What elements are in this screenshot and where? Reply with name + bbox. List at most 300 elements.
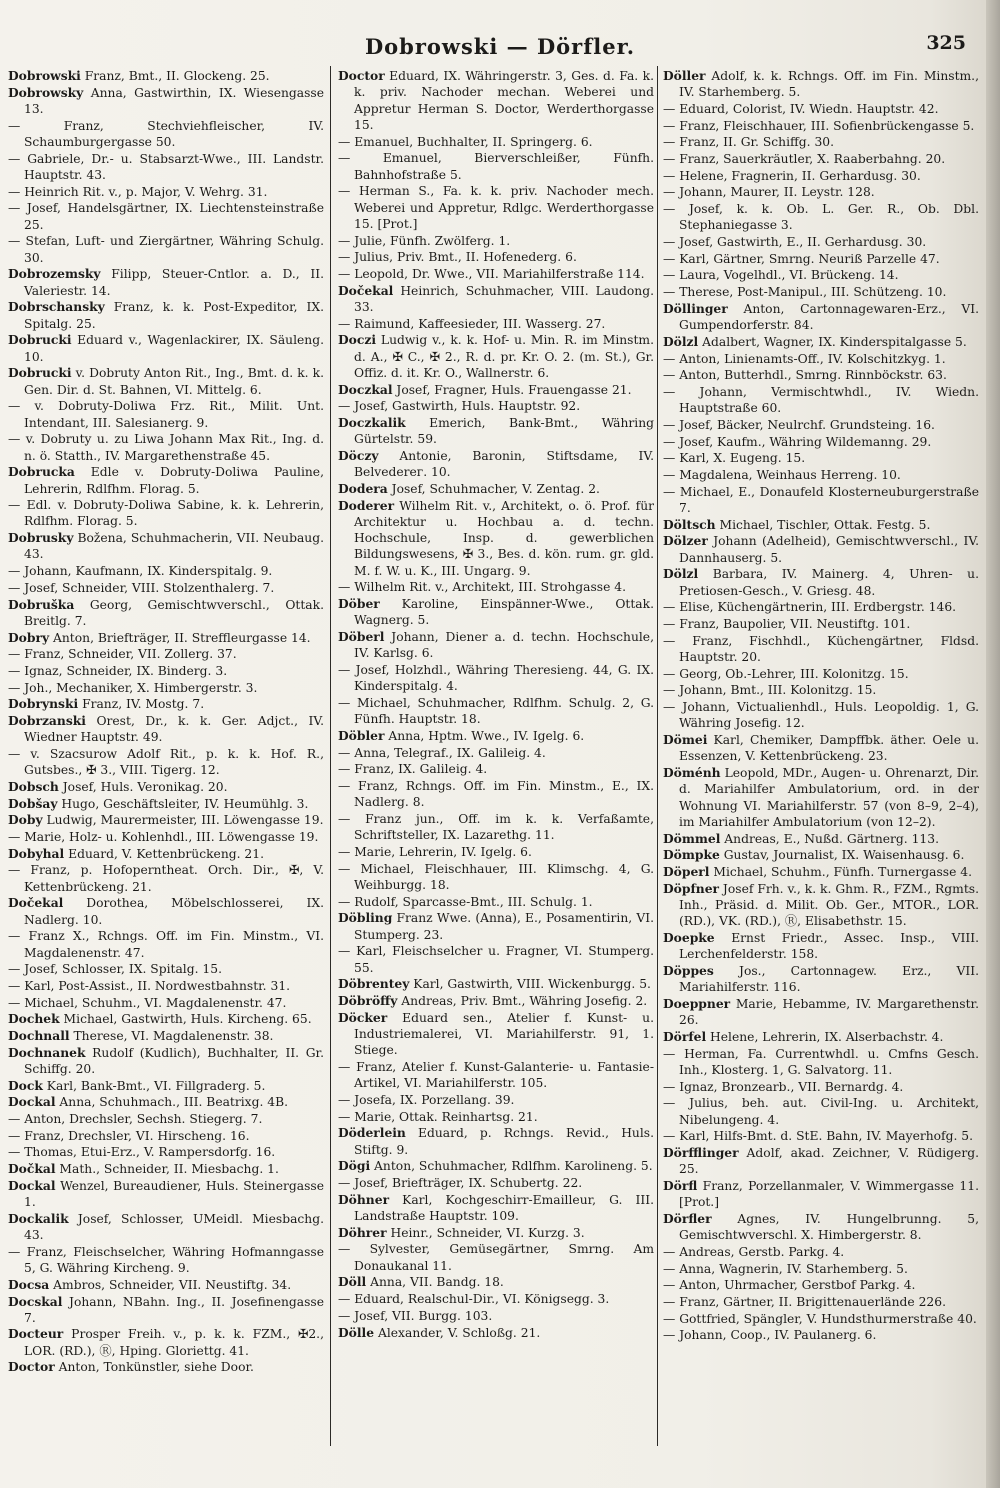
directory-entry xyxy=(338,745,654,761)
entry-details: — Magdalena, Weinhaus Herreng. 10. xyxy=(663,467,901,482)
entry-details: — Karl, Post-Assist., II. Nordwestbahnstr. 31. xyxy=(8,979,291,993)
page-number: 325 xyxy=(926,32,966,54)
directory-entry xyxy=(8,431,324,464)
entry-details: Adalbert, Wagner, IX. Kinderspitalgasse 5. xyxy=(698,334,967,349)
entry-surname: Doczkal xyxy=(338,381,393,397)
directory-entry xyxy=(8,928,324,961)
entry-details: — Johann, Vermischtwhdl., IV. Wiedn. Hauptstraße 60. xyxy=(663,384,979,416)
entry-surname: Dobrucka xyxy=(8,464,75,480)
directory-entry xyxy=(8,796,324,812)
entry-details: — v. Szacsurow Adolf Rit., p. k. k. Hof. R., Gutsbes., ✠ 3., VIII. Tigerg. 12. xyxy=(8,746,324,778)
directory-entry xyxy=(663,633,979,666)
entry-surname: Dobrschansky xyxy=(8,299,105,315)
directory-entry xyxy=(8,995,324,1011)
directory-entry xyxy=(8,464,324,497)
directory-entry xyxy=(8,646,324,662)
directory-entry xyxy=(8,829,324,845)
entry-details: Andreas, Priv. Bmt., Währing Josefig. 2. xyxy=(397,994,648,1009)
entry-surname: Docteur xyxy=(8,1326,64,1342)
entry-surname: Dörfflinger xyxy=(663,1144,739,1160)
entry-details: — Franz, II. Gr. Schiffg. 30. xyxy=(663,135,835,150)
directory-entry xyxy=(8,978,324,994)
entry-details: — Franz, Gärtner, II. Brigittenauerlände 226. xyxy=(663,1294,946,1309)
entry-details: — Anna, Telegraf., IX. Galileig. 4. xyxy=(338,745,546,760)
entry-details: — Thomas, Etui-Erz., V. Rampersdorfg. 16. xyxy=(8,1145,276,1160)
entry-surname: Dockal xyxy=(8,1177,56,1193)
directory-entry xyxy=(338,415,654,448)
entry-details: Eduard, V. Kettenbrückeng. 21. xyxy=(64,846,264,861)
directory-entry xyxy=(663,1095,979,1128)
entry-details: — Franz, IX. Galileig. 4. xyxy=(338,762,488,777)
entry-details: — Karl, Fleischselcher u. Fragner, VI. Stumperg. 55. xyxy=(338,944,654,975)
entry-details: — Marie, Ottak. Reinhartsg. 21. xyxy=(338,1109,538,1124)
entry-details: — Julius, beh. aut. Civil-Ing. u. Architekt, Nibelungeng. 4. xyxy=(663,1096,979,1127)
directory-entry xyxy=(663,1178,979,1211)
directory-entry xyxy=(338,1059,654,1092)
entry-details: Gustav, Journalist, IX. Waisenhausg. 6. xyxy=(719,848,965,863)
directory-entry xyxy=(663,963,979,996)
entry-details: Anna, Hptm. Wwe., IV. Igelg. 6. xyxy=(384,729,585,744)
directory-entry xyxy=(663,1277,979,1293)
entry-details: — Stefan, Luft- und Ziergärtner, Währing Schulg. 30. xyxy=(8,234,324,265)
entry-details: Orest, Dr., k. k. Ger. Adjct., IV. Wiedner Hauptstr. 49. xyxy=(24,713,324,745)
entry-details: Helene, Lehrerin, IX. Alserbachstr. 4. xyxy=(706,1029,944,1044)
entry-details: — Julie, Fünfh. Zwölferg. 1. xyxy=(338,233,511,248)
column-divider xyxy=(330,66,331,1446)
directory-entry xyxy=(8,497,324,530)
entry-details: Josef, Schlosser, UMeidl. Miesbachg. 43. xyxy=(24,1211,324,1243)
directory-entry xyxy=(663,1046,979,1079)
entry-details: — Anna, Wagnerin, IV. Starhemberg. 5. xyxy=(663,1261,908,1276)
directory-entry xyxy=(8,630,324,646)
directory-entry xyxy=(663,251,979,267)
directory-entry xyxy=(663,101,979,117)
directory-entry xyxy=(338,728,654,744)
entry-details: — Josef, VII. Burgg. 103. xyxy=(338,1308,493,1323)
directory-entry xyxy=(663,201,979,234)
entry-details: Johann, Diener a. d. techn. Hochschule, IV. Karlsg. 6. xyxy=(354,630,654,661)
entry-details: Jos., Cartonnagew. Erz., VII. Mariahilferstr. 116. xyxy=(679,963,979,995)
entry-details: — Johann, Maurer, II. Leystr. 128. xyxy=(663,185,875,200)
directory-entry xyxy=(663,267,979,283)
entry-surname: Doctor xyxy=(8,1359,55,1375)
directory-entry xyxy=(663,1311,979,1327)
directory-entry xyxy=(8,233,324,266)
directory-entry xyxy=(8,862,324,895)
entry-details: — Laura, Vogelhdl., VI. Brückeng. 14. xyxy=(663,268,899,283)
entry-details: — Edl. v. Dobruty-Doliwa Sabine, k. k. Lehrerin, Rdlfhm. Florag. 5. xyxy=(8,498,324,529)
entry-details: — Johann, Kaufmann, IX. Kinderspitalg. 9. xyxy=(8,564,273,579)
directory-entry xyxy=(338,993,654,1009)
entry-surname: Döménh xyxy=(663,764,721,780)
entry-details: Johann (Adelheid), Gemischtwverschl., IV. Dannhauserg. 5. xyxy=(679,534,979,565)
entry-surname: Dörfler xyxy=(663,1210,712,1226)
directory-entry xyxy=(8,1045,324,1078)
entry-surname: Dölzer xyxy=(663,533,708,549)
directory-entry xyxy=(8,118,324,151)
entry-details: Wilhelm Rit. v., Architekt, o. ö. Prof. für Architektur u. Hochbau a. d. techn. Hochschule, Insp. d. gewerblichen Bildungswesens, ✠ 3., Bes. d. kön. rum. gr. gld. M. f. W. u. K., III. Ungarg. 9. xyxy=(354,498,654,578)
entry-details: Anton, Schuhmacher, Rdlfhm. Karolineng. 5. xyxy=(370,1159,653,1174)
entry-details: — Gottfried, Spängler, V. Hundsthurmerstraße 40. xyxy=(663,1311,977,1326)
entry-details: Anton, Cartonnagewaren-Erz., VI. Gumpendorferstr. 84. xyxy=(679,301,979,333)
directory-entry xyxy=(663,881,979,930)
entry-details: Leopold, MDr., Augen- u. Ohrenarzt, Dir. d. Mariahilfer Ambulatorium, ord. in der Wohnung VI. Mariahilferstr. 57 (von 8–9, 2–4), im Mariahilfer Ambulatorium (von 12–2). xyxy=(679,765,979,829)
entry-details: Eduard sen., Atelier f. Kunst- u. Industriemalerei, VI. Mariahilferstr. 91, 1. Stiege. xyxy=(354,1010,654,1058)
directory-entry xyxy=(663,864,979,880)
directory-entry xyxy=(338,761,654,777)
entry-details: Karl, Gastwirth, VIII. Wickenburgg. 5. xyxy=(409,977,651,992)
directory-entry xyxy=(338,1241,654,1274)
directory-entry xyxy=(8,398,324,431)
directory-entry xyxy=(338,283,654,316)
entry-details: — Franz, Fleischhauer, III. Sofienbrückengasse 5. xyxy=(663,118,975,133)
directory-entry xyxy=(8,1294,324,1327)
entry-details: Karl, Chemiker, Dampffbk. äther. Oele u. Essenzen, V. Kettenbrückeng. 23. xyxy=(679,732,979,764)
entry-surname: Dobrucki xyxy=(8,365,72,381)
entry-surname: Dobrucki xyxy=(8,332,72,348)
entry-details: Marie, Hebamme, IV. Margarethenstr. 26. xyxy=(679,996,979,1028)
entry-details: — Anton, Linienamts-Off., IV. Kolschitzkyg. 1. xyxy=(663,351,946,366)
directory-entry xyxy=(663,467,979,483)
entry-surname: Dočkal xyxy=(8,1161,56,1177)
entry-surname: Dočekal xyxy=(338,282,394,298)
directory-entry xyxy=(338,183,654,232)
directory-entry xyxy=(8,1028,324,1044)
directory-entry xyxy=(663,234,979,250)
directory-entry xyxy=(338,1092,654,1108)
directory-entry xyxy=(8,696,324,712)
entry-details: — Karl, Gärtner, Smrng. Neuriß Parzelle 47. xyxy=(663,251,940,266)
entry-details: — Josef, Schlosser, IX. Spitalg. 15. xyxy=(8,962,222,977)
entry-surname: Döber xyxy=(338,596,380,612)
directory-entry xyxy=(338,629,654,662)
column-divider xyxy=(657,66,658,1446)
directory-entry xyxy=(8,846,324,862)
entry-surname: Döbrentey xyxy=(338,976,410,992)
directory-entry xyxy=(8,961,324,977)
entry-surname: Dock xyxy=(8,1077,43,1093)
directory-entry xyxy=(338,778,654,811)
entry-surname: Döhner xyxy=(338,1191,390,1207)
entry-surname: Dobyhal xyxy=(8,845,65,861)
entry-details: — Franz X., Rchngs. Off. im Fin. Minstm., VI. Magdalenenstr. 47. xyxy=(8,929,324,960)
entry-details: Franz, Bmt., II. Glockeng. 25. xyxy=(80,69,270,83)
entry-details: — Franz, Rchngs. Off. im Fin. Minstm., E., IX. Nadlerg. 8. xyxy=(338,779,654,810)
entry-surname: Döller xyxy=(663,68,706,83)
entry-surname: Doczi xyxy=(338,332,377,348)
directory-entry xyxy=(338,316,654,332)
entry-details: — Michael, Schuhm., VI. Magdalenenstr. 47. xyxy=(8,995,287,1010)
directory-entry xyxy=(8,332,324,365)
entry-surname: Docsa xyxy=(8,1276,50,1292)
entry-details: Franz, k. k. Post-Expeditor, IX. Spitalg. 25. xyxy=(24,300,324,331)
entry-details: — Franz, Drechsler, VI. Hirscheng. 16. xyxy=(8,1128,250,1143)
directory-entry xyxy=(8,746,324,779)
entry-details: — Johann, Coop., IV. Paulanerg. 6. xyxy=(663,1328,877,1343)
entry-details: Therese, VI. Magdalenenstr. 38. xyxy=(69,1029,274,1044)
directory-entry xyxy=(338,481,654,497)
entry-details: — Raimund, Kaffeesieder, III. Wasserg. 27. xyxy=(338,316,606,331)
entry-details: — Eduard, Realschul-Dir., VI. Königsegg. 3. xyxy=(338,1292,610,1307)
directory-entry xyxy=(8,530,324,563)
entry-surname: Dochnall xyxy=(8,1028,70,1044)
directory-entry xyxy=(8,1128,324,1144)
entry-details: Ludwig v., k. k. Hof- u. Min. R. im Minstm. d. A., ✠ C., ✠ 2., R. d. pr. Kr. O. 2. (m. St.), Gr. Offiz. d. it. Kr. O., Wallnerstr. 6. xyxy=(354,333,654,380)
entry-surname: Dömpke xyxy=(663,847,720,863)
entry-details: — Franz, Atelier f. Kunst-Galanterie- u. Fantasie-Artikel, VI. Mariahilferstr. 105. xyxy=(338,1060,654,1091)
directory-entry xyxy=(663,334,979,350)
entry-details: — Marie, Holz- u. Kohlenhdl., III. Löwengasse 19. xyxy=(8,829,319,844)
entry-details: — Leopold, Dr. Wwe., VII. Mariahilferstraße 114. xyxy=(338,266,645,281)
directory-entry xyxy=(663,118,979,134)
entry-surname: Doby xyxy=(8,812,43,828)
entry-surname: Döllinger xyxy=(663,300,728,316)
directory-entry xyxy=(338,332,654,381)
entry-surname: Dočekal xyxy=(8,895,64,911)
directory-entry xyxy=(338,398,654,414)
entry-surname: Döbling xyxy=(338,910,393,926)
directory-entry xyxy=(8,1078,324,1094)
entry-surname: Dochnanek xyxy=(8,1044,86,1060)
directory-entry xyxy=(8,663,324,679)
directory-entry xyxy=(663,699,979,732)
directory-entry xyxy=(663,367,979,383)
entry-surname: Dobruška xyxy=(8,596,75,612)
directory-entry xyxy=(338,910,654,943)
entry-details: Barbara, IV. Mainerg. 4, Uhren- u. Pretiosen-Gesch., V. Griesg. 48. xyxy=(679,567,979,598)
entry-details: — Franz jun., Off. im k. k. Verfaßamte, Schriftsteller, IX. Lazarethg. 11. xyxy=(338,812,654,843)
entry-details: Math., Schneider, II. Miesbachg. 1. xyxy=(55,1162,279,1177)
entry-details: — Franz, p. Hofoperntheat. Orch. Dir., ✠, V. Kettenbrückeng. 21. xyxy=(8,863,324,894)
entry-surname: Dobrynski xyxy=(8,696,79,712)
directory-column-1 xyxy=(8,68,324,1468)
directory-entry xyxy=(8,266,324,299)
entry-details: — Josef, Schneider, VIII. Stolzenthalerg. 7. xyxy=(8,580,275,595)
entry-details: — Josef, Handelsgärtner, IX. Liechtensteinstraße 25. xyxy=(8,201,324,232)
entry-details: Josef, Schuhmacher, V. Zentag. 2. xyxy=(387,481,600,496)
directory-entry xyxy=(8,680,324,696)
entry-details: — Michael, Fleischhauer, III. Klimschg. 4, G. Weihburgg. 18. xyxy=(338,861,654,893)
directory-entry xyxy=(8,1144,324,1160)
directory-entry xyxy=(663,134,979,150)
directory-entry xyxy=(8,184,324,200)
page-header-title: Dobrowski — Dörfler. xyxy=(364,34,636,59)
directory-entry xyxy=(663,284,979,300)
directory-entry xyxy=(338,662,654,695)
entry-details: Rudolf (Kudlich), Buchhalter, II. Gr. Schiffg. 20. xyxy=(24,1045,324,1077)
entry-details: Hugo, Geschäftsleiter, IV. Heumühlg. 3. xyxy=(57,796,309,811)
directory-entry xyxy=(663,682,979,698)
entry-details: — Julius, Priv. Bmt., II. Hofenederg. 6. xyxy=(338,250,577,265)
entry-details: — Josef, Briefträger, IX. Schubertg. 22. xyxy=(338,1176,583,1191)
entry-details: — Elise, Küchengärtnerin, III. Erdbergstr. 146. xyxy=(663,600,957,615)
directory-entry xyxy=(8,580,324,596)
entry-surname: Dölzl xyxy=(663,566,699,582)
entry-details: Karoline, Einspänner-Wwe., Ottak. Wagnerg. 5. xyxy=(354,597,654,628)
entry-surname: Dömmel xyxy=(663,830,721,846)
entry-details: — Rudolf, Sparcasse-Bmt., III. Schulg. 1. xyxy=(338,894,593,909)
directory-entry xyxy=(663,1145,979,1178)
directory-entry xyxy=(663,847,979,863)
directory-entry xyxy=(663,533,979,566)
directory-entry xyxy=(663,68,979,101)
directory-entry xyxy=(663,1211,979,1244)
entry-details: Josef, Fragner, Huls. Frauengasse 21. xyxy=(392,382,632,397)
entry-details: — Josef, Bäcker, Neulrchf. Grundsteing. 16. xyxy=(663,417,935,432)
directory-entry xyxy=(8,365,324,398)
entry-details: — Josefa, IX. Porzellang. 39. xyxy=(338,1093,515,1108)
entry-details: — Franz, Stechviehfleischer, IV. Schaumburgergasse 50. xyxy=(8,118,324,149)
directory-entry xyxy=(663,184,979,200)
entry-details: Michael, Gastwirth, Huls. Kircheng. 65. xyxy=(59,1012,312,1027)
directory-entry xyxy=(663,301,979,334)
entry-surname: Dobšay xyxy=(8,795,58,811)
entry-details: Georg, Gemischtwverschl., Ottak. Breitlg. 7. xyxy=(24,597,324,628)
entry-details: Josef Frh. v., k. k. Ghm. R., FZM., Rgmts. Inh., Präsid. d. Milit. Ob. Ger., MTOR., LOR. (RD.), VK. (RD.), Ⓡ, Elisabethstr. 15. xyxy=(679,881,979,929)
directory-entry xyxy=(338,448,654,481)
entry-surname: Döhrer xyxy=(338,1224,387,1240)
directory-entry xyxy=(8,151,324,184)
entry-details: Andreas, E., Nußd. Gärtnerg. 113. xyxy=(720,831,939,846)
entry-details: — Ignaz, Schneider, IX. Binderg. 3. xyxy=(8,663,228,678)
directory-entry xyxy=(663,517,979,533)
entry-details: — Josef, Gastwirth, Huls. Hauptstr. 92. xyxy=(338,399,581,414)
entry-details: Karl, Kochgeschirr-Emailleur, G. III. Landstraße Hauptstr. 109. xyxy=(354,1192,654,1224)
directory-entry xyxy=(663,996,979,1029)
directory-entry xyxy=(663,1079,979,1095)
directory-entry xyxy=(338,1010,654,1059)
directory-entry xyxy=(663,384,979,417)
directory-entry xyxy=(663,1294,979,1310)
entry-surname: Döbler xyxy=(338,728,385,744)
entry-details: Eduard, p. Rchngs. Revid., Huls. Stiftg. 9. xyxy=(354,1126,654,1157)
directory-entry xyxy=(338,1291,654,1307)
directory-entry xyxy=(8,1094,324,1110)
directory-entry xyxy=(338,498,654,579)
entry-surname: Dörfel xyxy=(663,1028,707,1044)
directory-entry xyxy=(338,134,654,150)
entry-details: — Josef, Holzhdl., Währing Theresieng. 44, G. IX. Kinderspitalg. 4. xyxy=(338,663,654,694)
page-edge xyxy=(986,0,1000,1488)
entry-details: Eduard, IX. Währingerstr. 3, Ges. d. Fa. k. k. priv. Nachoder mechan. Weberei und Appretur Herman S. Doctor, Werderthorgasse 15. xyxy=(354,69,654,132)
entry-details: — Herman, Fa. Currentwhdl. u. Cmfns Gesch. Inh., Klosterg. 1, G. Salvatorg. 11. xyxy=(663,1046,979,1077)
entry-details: — Johann, Victualienhdl., Huls. Leopoldig. 1, G. Währing Josefig. 12. xyxy=(663,700,979,731)
directory-entry xyxy=(8,1244,324,1277)
directory-entry xyxy=(8,713,324,746)
entry-surname: Doctor xyxy=(338,68,385,83)
entry-details: — Eduard, Colorist, IV. Wiedn. Hauptstr. 42. xyxy=(663,101,939,116)
entry-details: Edle v. Dobruty-Doliwa Pauline, Lehrerin, Rdlfhm. Florag. 5. xyxy=(24,465,324,496)
directory-entry xyxy=(663,450,979,466)
entry-details: — Joh., Mechaniker, X. Himbergerstr. 3. xyxy=(8,680,258,695)
entry-details: Ernst Friedr., Assec. Insp., VIII. Lerchenfelderstr. 158. xyxy=(679,930,979,962)
entry-surname: Dodera xyxy=(338,480,388,496)
entry-details: — Michael, E., Donaufeld Klosterneuburgerstraße 7. xyxy=(663,484,979,515)
entry-details: Anna, Gastwirthin, IX. Wiesengasse 13. xyxy=(24,85,324,116)
entry-surname: Dobry xyxy=(8,629,50,645)
entry-details: — Marie, Lehrerin, IV. Igelg. 6. xyxy=(338,845,532,860)
entry-surname: Dochek xyxy=(8,1011,60,1027)
entry-details: — Therese, Post-Manipul., III. Schützeng. 10. xyxy=(663,285,947,300)
entry-details: — Anton, Uhrmacher, Gerstbof Parkg. 4. xyxy=(663,1278,916,1293)
directory-entry xyxy=(663,1029,979,1045)
entry-details: — Heinrich Rit. v., p. Major, V. Wehrg. 31. xyxy=(8,184,268,199)
entry-surname: Dörfl xyxy=(663,1177,698,1193)
entry-details: — v. Dobruty u. zu Liwa Johann Max Rit., Ing. d. n. ö. Statth., IV. Margarethenstraße 45. xyxy=(8,432,324,463)
directory-entry xyxy=(663,566,979,599)
directory-entry xyxy=(338,233,654,249)
entry-details: Antonie, Baronin, Stiftsdame, IV. Belvederег. 10. xyxy=(354,448,654,480)
entry-surname: Doczkalik xyxy=(338,414,406,430)
entry-details: — Karl, X. Eugeng. 15. xyxy=(663,451,806,466)
directory-entry xyxy=(338,1325,654,1341)
entry-details: — Georg, Ob.-Lehrer, III. Kolonitzg. 15. xyxy=(663,666,909,681)
entry-details: Michael, Schuhm., Fünfh. Turnergasse 4. xyxy=(709,864,972,879)
entry-details: Franz, Porzellanmaler, V. Wimmergasse 11. [Prot.] xyxy=(679,1178,979,1210)
entry-details: Wenzel, Bureaudiener, Huls. Steinergasse 1. xyxy=(24,1178,324,1210)
entry-surname: Döberl xyxy=(338,629,385,645)
entry-details: Adolf, k. k. Rchngs. Off. im Fin. Minstm., IV. Starhemberg. 5. xyxy=(679,69,979,100)
entry-details: — Josef, Gastwirth, E., II. Gerhardusg. 30. xyxy=(663,235,927,250)
entry-details: — Michael, Schuhmacher, Rdlfhm. Schulg. 2, G. Fünfh. Hauptstr. 18. xyxy=(338,696,654,727)
directory-entry xyxy=(663,616,979,632)
directory-entry xyxy=(338,579,654,595)
entry-details: — Franz, Schneider, VII. Zollerg. 37. xyxy=(8,647,237,662)
entry-details: — v. Dobruty-Doliwa Frz. Rit., Milit. Unt. Intendant, III. Salesianerg. 9. xyxy=(8,399,324,430)
entry-surname: Docskal xyxy=(8,1293,63,1309)
entry-surname: Dögi xyxy=(338,1158,371,1174)
directory-entry xyxy=(338,861,654,894)
entry-details: — Gabriele, Dr.- u. Stabsarzt-Wwe., III. Landstr. Hauptstr. 43. xyxy=(8,151,324,182)
directory-entry xyxy=(338,249,654,265)
directory-entry xyxy=(8,1359,324,1375)
entry-details: — Franz, Sauerkräutler, X. Raaberbahng. 20. xyxy=(663,152,946,167)
directory-entry xyxy=(8,597,324,630)
directory-entry xyxy=(338,844,654,860)
directory-entry xyxy=(663,732,979,765)
directory-entry xyxy=(8,1326,324,1359)
directory-entry xyxy=(663,1128,979,1144)
directory-entry xyxy=(338,1109,654,1125)
directory-entry xyxy=(8,299,324,332)
entry-details: Anton, Tonkünstler, siehe Door. xyxy=(54,1360,254,1375)
directory-entry xyxy=(338,1274,654,1290)
entry-details: — Johann, Bmt., III. Kolonitzg. 15. xyxy=(663,683,877,698)
entry-surname: Dobrusky xyxy=(8,530,74,546)
entry-details: Michael, Tischler, Ottak. Festg. 5. xyxy=(715,517,931,532)
directory-entry xyxy=(663,351,979,367)
entry-details: Karl, Bank-Bmt., VI. Fillgraderg. 5. xyxy=(42,1078,266,1093)
directory-entry xyxy=(8,1161,324,1177)
directory-entry xyxy=(663,1327,979,1343)
directory-entry xyxy=(8,779,324,795)
directory-entry xyxy=(663,599,979,615)
directory-entry xyxy=(338,1225,654,1241)
directory-column-2 xyxy=(338,68,654,1468)
entry-details: Anton, Briefträger, II. Streffleurgasse 14. xyxy=(49,630,311,645)
entry-surname: Doeppner xyxy=(663,995,731,1011)
directory-entry xyxy=(338,894,654,910)
entry-details: Ambros, Schneider, VII. Neustiftg. 34. xyxy=(49,1277,292,1292)
directory-entry xyxy=(663,930,979,963)
directory-entry xyxy=(663,1261,979,1277)
directory-entry xyxy=(338,596,654,629)
entry-details: Prosper Freih. v., p. k. k. FZM., ✠2., LOR. (RD.), Ⓡ, Hping. Gloriettg. 41. xyxy=(24,1327,324,1358)
entry-details: Ludwig, Maurermeister, III. Löwengasse 19. xyxy=(42,813,324,828)
entry-surname: Dobsch xyxy=(8,778,59,794)
entry-surname: Döpfner xyxy=(663,880,719,896)
entry-details: — Franz, Fischhdl., Küchengärtner, Fldsd. Hauptstr. 20. xyxy=(663,633,979,664)
